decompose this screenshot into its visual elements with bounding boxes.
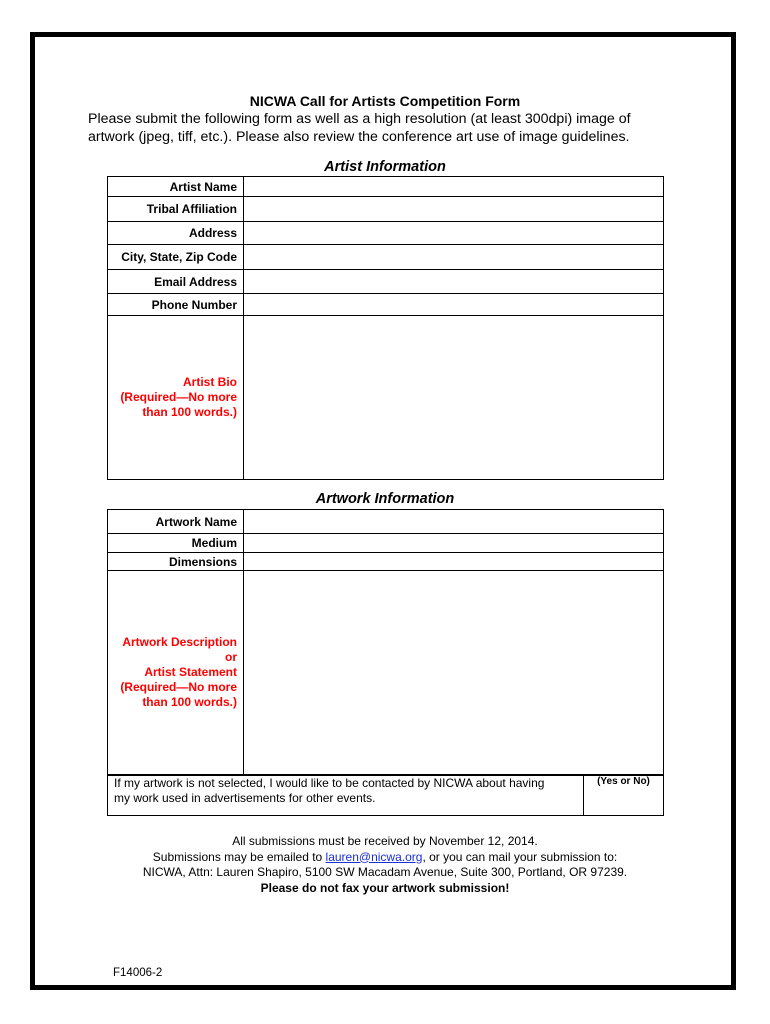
contact-consent-line-1: If my artwork is not selected, I would like to be contacted by NICWA about having [114,776,545,790]
artwork-description-label [108,571,244,775]
city-state-zip-row [108,245,664,270]
artist-name-field[interactable] [244,177,664,197]
medium-field[interactable] [244,534,664,553]
no-fax-warning: Please do not fax your artwork submission! [260,880,510,895]
artwork-description-field[interactable] [244,571,664,775]
city-state-zip-label: City, State, Zip Code [108,245,244,270]
phone-field[interactable] [244,294,664,316]
instructions-line-2: artwork (jpeg, tiff, etc.). Please also review the conference art use of image guidelines. [88,129,630,145]
artist-bio-label-line-3: than 100 words.) [142,405,237,419]
instructions-line-1: Please submit the following form as well as a high resolution (at least 300dpi) image of [88,111,631,127]
dimensions-label: Dimensions [108,553,244,571]
dimensions-row [108,553,664,571]
email-row [108,270,664,294]
tribal-affiliation-field[interactable] [244,197,664,222]
artwork-information-heading: Artwork Information [315,491,455,507]
artist-information-heading: Artist Information [324,159,446,175]
contact-consent-question [108,776,584,816]
form-title: NICWA Call for Artists Competition Form [249,93,521,109]
artist-bio-label-line-2: (Required—No more [120,390,237,404]
artwork-name-label: Artwork Name [108,510,244,534]
phone-row [108,294,664,316]
address-field[interactable] [244,222,664,245]
email-instructions [0,850,770,866]
dimensions-field[interactable] [244,553,664,571]
contact-consent-table [107,775,664,816]
artwork-description-label-line-1: Artwork Description [122,635,237,649]
artist-name-label: Artist Name [108,177,244,197]
address-label: Address [108,222,244,245]
email-instructions-suffix: , or you can mail your submission to: [422,849,618,864]
artwork-information-table [107,509,664,775]
artist-name-row [108,177,664,197]
contact-consent-row [108,776,664,816]
address-row [108,222,664,245]
artwork-name-field[interactable] [244,510,664,534]
email-link[interactable]: lauren@nicwa.org [325,849,423,864]
submission-instructions [0,834,770,896]
artwork-description-label-line-5: than 100 words.) [142,695,237,709]
artwork-description-label-line-4: (Required—No more [120,680,237,694]
yes-no-field[interactable] [584,776,664,816]
artwork-description-label-line-3: Artist Statement [144,665,237,679]
email-label: Email Address [108,270,244,294]
email-instructions-prefix: Submissions may be emailed to [152,849,326,864]
tribal-affiliation-row [108,197,664,222]
artist-bio-field[interactable] [244,316,664,480]
artist-bio-label [108,316,244,480]
form-code: F14006-2 [113,967,163,979]
form-instructions [88,110,688,146]
artwork-name-row [108,510,664,534]
artist-information-table [107,176,664,480]
artwork-description-label-line-2: or [225,650,237,664]
tribal-affiliation-label: Tribal Affiliation [108,197,244,222]
mailing-address: NICWA, Attn: Lauren Shapiro, 5100 SW Macadam Avenue, Suite 300, Portland, OR 97239. [142,865,628,879]
deadline-text: All submissions must be received by November 12, 2014. [232,834,538,848]
artwork-description-row [108,571,664,775]
medium-label: Medium [108,534,244,553]
artist-bio-row [108,316,664,480]
artist-bio-label-line-1: Artist Bio [183,375,237,389]
contact-consent-line-2: my work used in advertisements for other events. [114,791,376,805]
phone-label: Phone Number [108,294,244,316]
medium-row [108,534,664,553]
email-field[interactable] [244,270,664,294]
city-state-zip-field[interactable] [244,245,664,270]
yes-no-label: (Yes or No) [597,776,650,787]
